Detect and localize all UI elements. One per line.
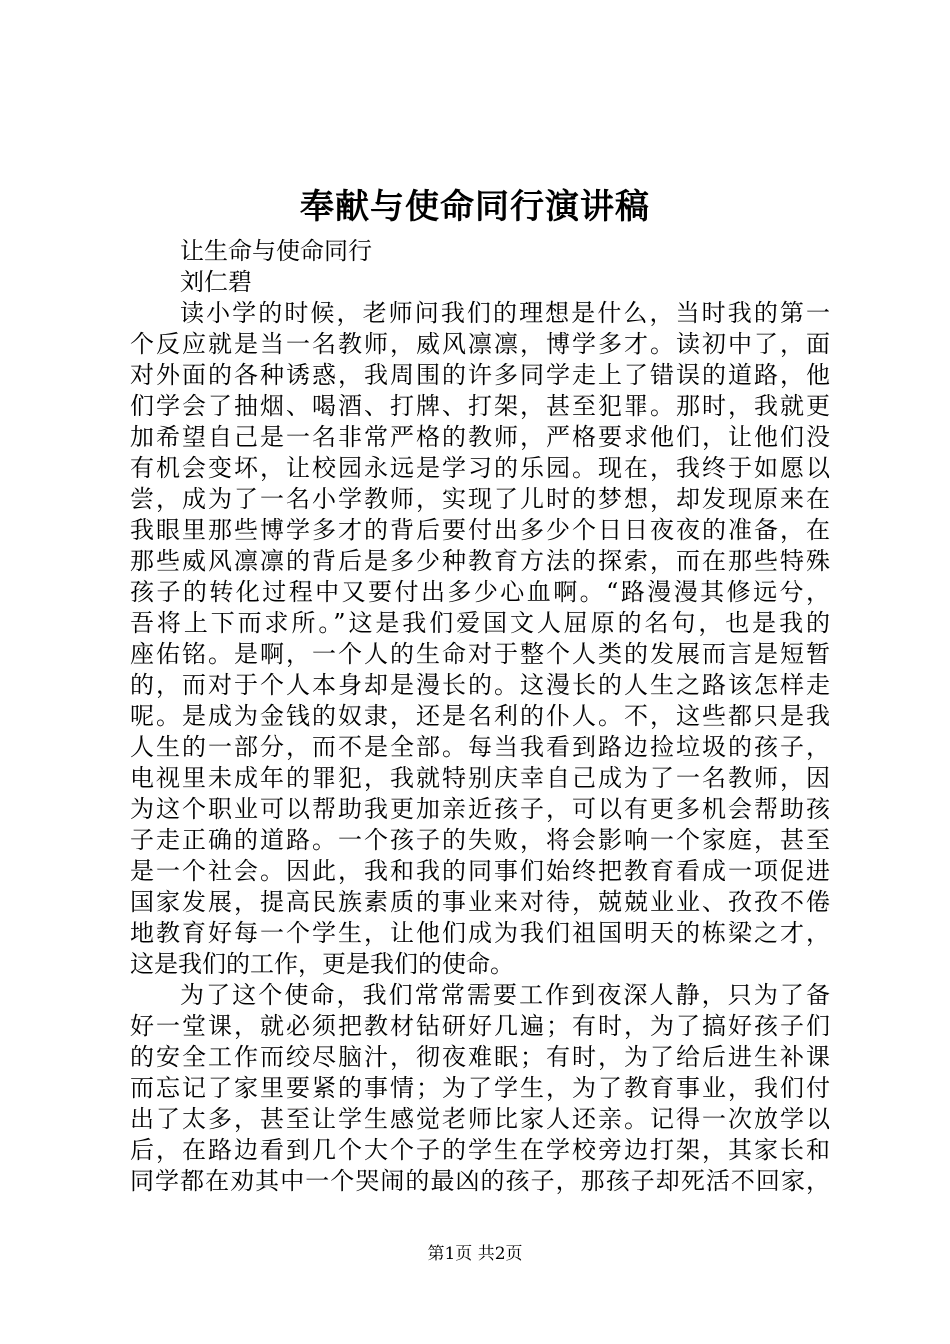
paragraph-line: 加希望自己是一名非常严格的教师，严格要求他们，让他们没 [130, 423, 830, 451]
paragraph-line: 尝，成为了一名小学教师，实现了儿时的梦想，却发现原来在 [130, 485, 830, 513]
paragraph-line: 人生的一部分，而不是全部。每当我看到路边捡垃圾的孩子， [130, 733, 830, 761]
paragraph-line: 而忘记了家里要紧的事情；为了学生，为了教育事业，我们付 [130, 1074, 830, 1102]
paragraph-line: 吾将上下而求所。”这是我们爱国文人屈原的名句，也是我的 [130, 609, 830, 637]
paragraph-line: 座佑铭。是啊，一个人的生命对于整个人类的发展而言是短暂 [130, 640, 830, 668]
paragraph-line: 有机会变坏，让校园永远是学习的乐园。现在，我终于如愿以 [130, 454, 830, 482]
paragraph-line: 后，在路边看到几个大个子的学生在学校旁边打架，其家长和 [130, 1136, 830, 1164]
page-footer: 第1页 共2页 [427, 1244, 523, 1264]
paragraph-line: 这是我们的工作，更是我们的使命。 [130, 950, 514, 978]
paragraph-line: 对外面的各种诱惑，我周围的许多同学走上了错误的道路，他 [130, 361, 830, 389]
paragraph-2 [130, 980, 830, 1197]
paragraph-line: 的安全工作而绞尽脑汁，彻夜难眠；有时，为了给后进生补课 [130, 1043, 830, 1071]
paragraph-line: 地教育好每一个学生，让他们成为我们祖国明天的栋梁之才， [130, 919, 830, 947]
author-line: 刘仁碧 [180, 268, 252, 296]
paragraph-line: 的，而对于个人本身却是漫长的。这漫长的人生之路该怎样走 [130, 671, 830, 699]
paragraph-line: 个反应就是当一名教师，威风凛凛，博学多才。读初中了，面 [130, 330, 830, 358]
paragraph-line: 子走正确的道路。一个孩子的失败，将会影响一个家庭，甚至 [130, 826, 830, 854]
document-title: 奉献与使命同行演讲稿 [300, 187, 650, 227]
paragraph-1 [130, 298, 830, 980]
subtitle-line: 让生命与使命同行 [180, 237, 372, 265]
paragraph-line: 呢。是成为金钱的奴隶，还是名利的仆人。不，这些都只是我 [130, 702, 830, 730]
paragraph-line: 为了这个使命，我们常常需要工作到夜深人静，只为了备 [180, 981, 830, 1009]
paragraph-line: 孩子的转化过程中又要付出多少心血啊。“路漫漫其修远兮， [130, 578, 830, 606]
paragraph-line: 们学会了抽烟、喝酒、打牌、打架，甚至犯罪。那时，我就更 [130, 392, 830, 420]
paragraph-line: 是一个社会。因此，我和我的同事们始终把教育看成一项促进 [130, 857, 830, 885]
paragraph-line: 我眼里那些博学多才的背后要付出多少个日日夜夜的准备，在 [130, 516, 830, 544]
paragraph-line: 同学都在劝其中一个哭闹的最凶的孩子，那孩子却死活不回家， [130, 1167, 830, 1195]
paragraph-line: 读小学的时候，老师问我们的理想是什么，当时我的第一 [180, 299, 830, 327]
paragraph-line: 那些威风凛凛的背后是多少种教育方法的探索，而在那些特殊 [130, 547, 830, 575]
paragraph-line: 为这个职业可以帮助我更加亲近孩子，可以有更多机会帮助孩 [130, 795, 830, 823]
paragraph-line: 出了太多，甚至让学生感觉老师比家人还亲。记得一次放学以 [130, 1105, 830, 1133]
document-body [130, 236, 830, 1197]
paragraph-line: 电视里未成年的罪犯，我就特别庆幸自己成为了一名教师，因 [130, 764, 830, 792]
paragraph-line: 好一堂课，就必须把教材钻研好几遍；有时，为了搞好孩子们 [130, 1012, 830, 1040]
paragraph-line: 国家发展，提高民族素质的事业来对待，兢兢业业、孜孜不倦 [130, 888, 830, 916]
